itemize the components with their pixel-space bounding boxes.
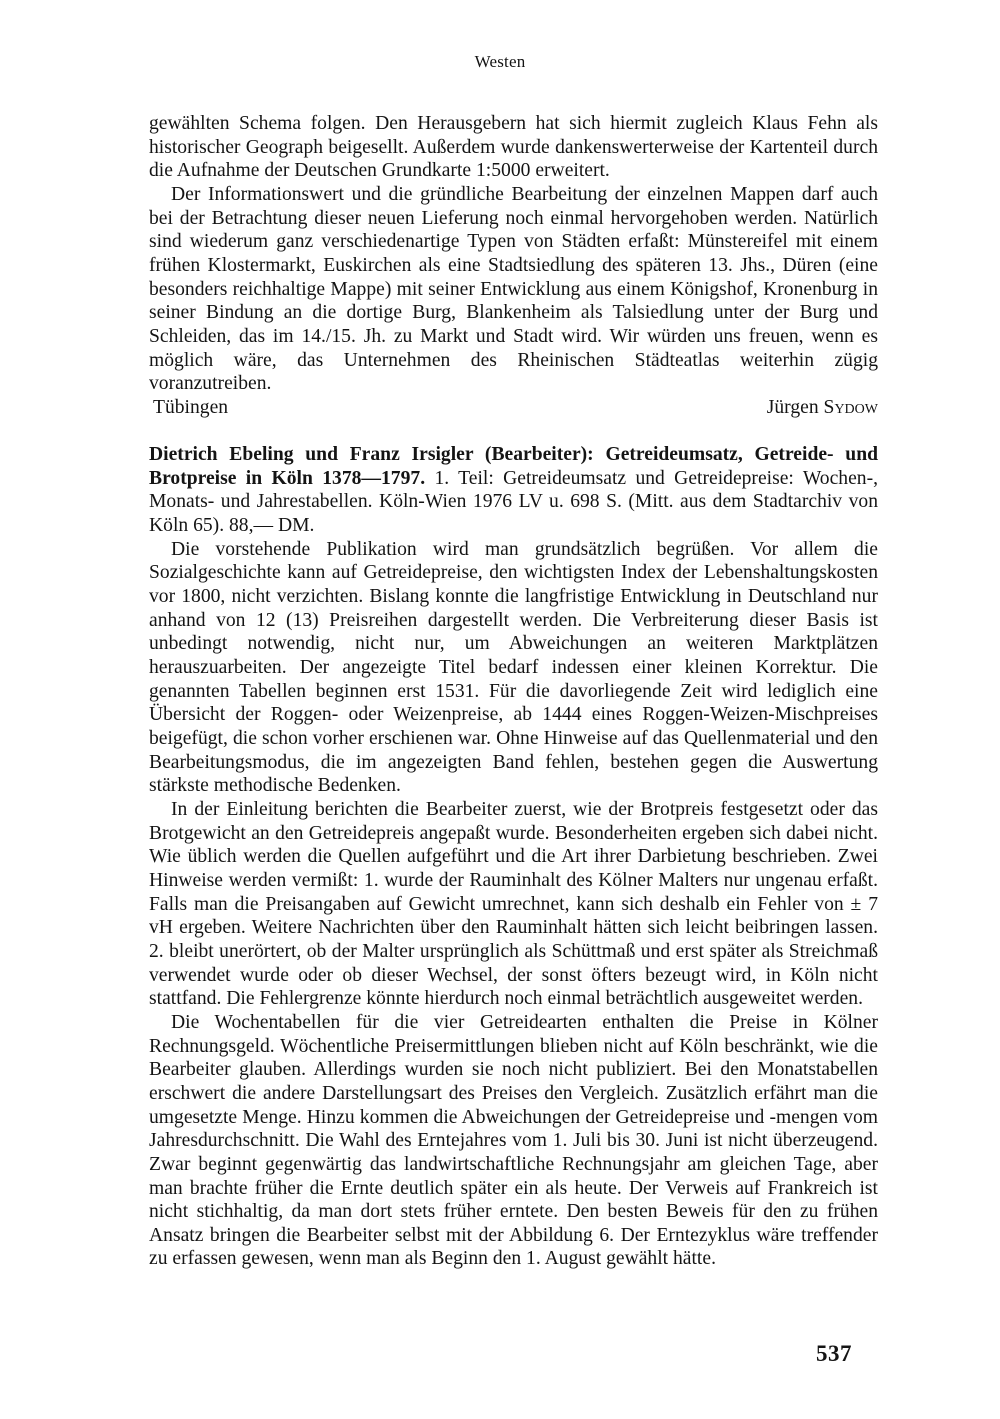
paragraph: Die vorstehende Publikation wird man grundsätzlich begrüßen. Vor allem die Sozialgeschichte kann auf Getreidepreise, den wichtigsten Index der Lebenshaltungskosten vor 1800, nicht verzichten. Bislang konnte die langfristige Entwicklung in Deutschland nur anhand von 12 (13) Preisreihen dargestellt werden. Die Verbreiterung dieser Basis ist unbedingt notwendig, nicht nur, um Abweichungen an weiteren Marktplätzen herauszuarbeiten. Der angezeigte Titel bedarf indessen einer kleinen Korrektur. Die genannten Tabellen beginnen erst 1531. Für die davorliegende Zeit wird lediglich eine Übersicht der Roggen- oder Weizenpreise, ab 1444 eines Roggen-Weizen-Mischpreises beigefügt, die schon vorher erschienen war. Ohne Hinweise auf das Quellenmaterial und den Bearbeitungsmodus, die im angezeigten Band fehlen, bestehen gegen die Auswertung stärkste methodische Bedenken. [149,538,878,797]
signature-place: Tübingen [153,396,229,418]
paragraph: Der Informationswert und die gründliche Bearbeitung der einzelnen Mappen darf auch bei der Betrachtung dieser neuen Lieferung noch einmal hervorgehoben werden. Natürlich sind wiederum ganz verschiedenartige Typen von Städten erfaßt: Münstereifel mit einem frühen Klostermarkt, Euskirchen als eine Stadtsiedlung des späteren 13. Jhs., Düren (eine besonders reichhaltige Mappe) mit seiner Entwicklung aus einem Königshof, Kronenburg in seiner Bindung an die dortige Burg, Blankenheim als Talsiedlung unter der Burg und Schleiden, das im 14./15. Jh. zu Markt und Stadt wird. Wir würden uns freuen, wenn es möglich wäre, das Unternehmen des Rheinischen Städteatlas weiterhin zügig voranzutreiben. [149,183,878,395]
review-heading-bold: Dietrich Ebeling und Franz Irsigler (Bearbeiter): Getreideumsatz, Getreide- und Brotpreise in Köln 1378—1797. [149,444,878,489]
review-heading-details: 1. Teil: Getreideumsatz und Getreidepreise: Wochen-, Monats- und Jahrestabellen. Köln-Wien 1976 LV u. 698 S. (Mitt. aus dem Stadtarchiv von Köln 65). 88,— DM. [149,467,878,537]
page-number: 537 [816,1341,852,1366]
reviewer-first-name: Jürgen [766,396,819,418]
page-body [149,112,878,1271]
section-gap [149,420,878,444]
paragraph: Die Wochentabellen für die vier Getreidearten enthalten die Preise in Kölner Rechnungsgeld. Wöchentliche Preisermittlungen blieben nicht auf Köln beschränkt, wie die Bearbeiter glauben. Allerdings wurden sie noch nicht publiziert. Bei den Monatstabellen erschwert die andere Darstellungsart des Preises den Vergleich. Zusätzlich erfährt man die umgesetzte Menge. Hinzu kommen die Abweichungen der Getreidepreise und -mengen vom Jahresdurchschnitt. Die Wahl des Erntejahres vom 1. Juli bis 30. Juni ist nicht überzeugend. Zwar beginnt gegenwärtig das landwirtschaftliche Rechnungsjahr am gleichen Tage, aber man brachte früher die Ernte deutlich später ein als heute. Der Verweis auf Frankreich ist nicht stichhaltig, da man dort stets früher erntete. Den besten Beweis für den zu frühen Ansatz bringen die Bearbeiter selbst mit der Abbildung 6. Der Erntezyklus wäre treffender zu erfassen gewesen, wenn man als Beginn den 1. August gewählt hätte. [149,1011,878,1270]
review-heading [149,443,878,538]
running-head: Westen [474,52,526,71]
paragraph: In der Einleitung berichten die Bearbeiter zuerst, wie der Brotpreis festgesetzt oder das Brotgewicht an den Getreidepreis angepaßt wurde. Besonderheiten ergeben sich dabei nicht. Wie üblich werden die Quellen aufgeführt und die Art ihrer Darbietung beschrieben. Zwei Hinweise werden vermißt: 1. wurde der Rauminhalt des Kölner Malters nur ungenau erfaßt. Falls man die Preisangaben auf Gewicht umrechnet, kann sich deshalb ein Fehler von ± 7 vH ergeben. Weitere Nachrichten über den Rauminhalt hätten sich leicht beibringen lassen. 2. bleibt unerörtert, ob der Malter ursprünglich als Schüttmaß und erst später als Streichmaß verwendet wurde oder ob dieser Wechsel, der sonst öfters bezeugt wird, in Köln nicht stattfand. Die Fehlergrenze könnte hierdurch noch einmal beträchtlich ausgeweitet werden. [149,799,878,1010]
reviewer-last-name: Sydow [823,396,878,418]
signature-reviewer [767,396,878,420]
paragraph-continued: gewählten Schema folgen. Den Herausgebern hat sich hiermit zugleich Klaus Fehn als historischer Geograph beigesellt. Außerdem wurde dankenswerterweise der Kartenteil durch die Aufnahme der Deutschen Grundkarte 1:5000 erweitert. [149,113,878,182]
review-signature [149,396,878,420]
